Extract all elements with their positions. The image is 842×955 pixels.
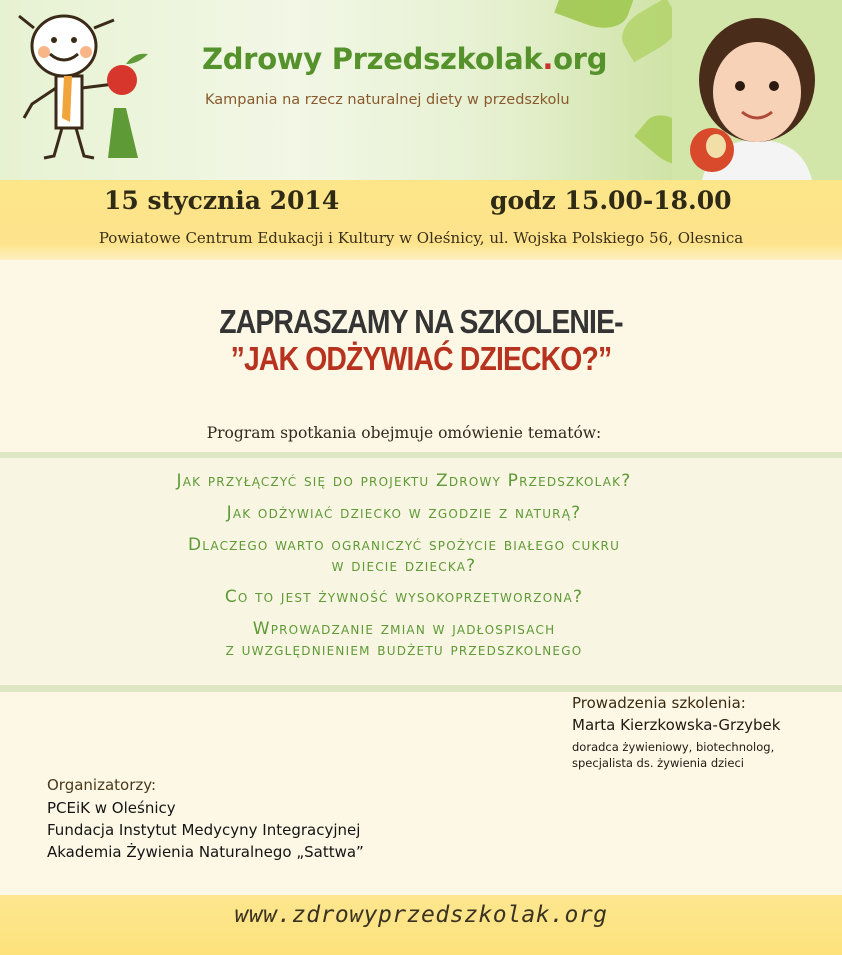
lead-desc-line: doradca żywieniowy, biotechnolog, (572, 740, 775, 754)
organizer-item: Akademia Żywienia Naturalnego „Sattwa” (47, 843, 364, 861)
topic-line: z uwzględnieniem budżetu przedszkolnego (225, 640, 583, 660)
logo-title-tld: org (553, 42, 608, 76)
organizer-item: PCEiK w Oleśnicy (47, 799, 176, 817)
topic-line: Co to jest żywność wysokoprzetworzona? (224, 587, 584, 607)
organizers-label: Organizatorzy: (47, 776, 157, 794)
topic-line: Jak przyłączyć się do projektu Zdrowy Przedszkolak? (176, 471, 632, 491)
topic-line: Dlaczego warto ograniczyć spożycie białego cukru (187, 535, 621, 555)
topic-item (0, 503, 808, 524)
site-logo-subtitle: Kampania na rzecz naturalnej diety w przedszkolu (205, 92, 570, 108)
logo-title-main: Zdrowy Przedszkolak (202, 42, 543, 76)
topic-item (0, 619, 808, 661)
program-intro: Program spotkania obejmuje omówienie tematów: (206, 424, 602, 442)
lead-desc-line: specjalista ds. żywienia dzieci (572, 756, 744, 770)
organizer-item: Fundacja Instytut Medycyny Integracyjnej (47, 821, 361, 839)
site-logo-title (202, 42, 607, 76)
lead-label: Prowadzenia szkolenia: (572, 694, 746, 712)
topic-line: Jak odżywiać dziecko w zgodzie z naturą? (226, 503, 582, 523)
lead-name: Marta Kierzkowska-Grzybek (572, 716, 781, 734)
topic-item (0, 535, 808, 577)
lead-description (572, 739, 774, 771)
header-banner (0, 0, 842, 180)
topic-line: w diecie dziecka? (331, 556, 477, 576)
event-date: 15 stycznia 2014 (104, 186, 340, 215)
mascot-logo (14, 8, 164, 168)
child-photo (672, 0, 842, 180)
topic-line: Wprowadzanie zmian w jadłospisach (252, 619, 556, 639)
logo-title-dot: . (542, 42, 554, 76)
event-time: godz 15.00-18.00 (490, 186, 732, 215)
invitation-title: ZAPRASZAMY NA SZKOLENIE- (219, 303, 623, 340)
topic-item (0, 471, 808, 492)
topic-item (0, 587, 808, 608)
footer-website-link[interactable]: www.zdrowyprzedszkolak.org (234, 902, 608, 928)
training-title: ”JAK ODŻYWIAĆ DZIECKO?” (230, 340, 612, 377)
event-venue: Powiatowe Centrum Edukacji i Kultury w Oleśnicy, ul. Wojska Polskiego 56, Olesnica (98, 229, 744, 247)
